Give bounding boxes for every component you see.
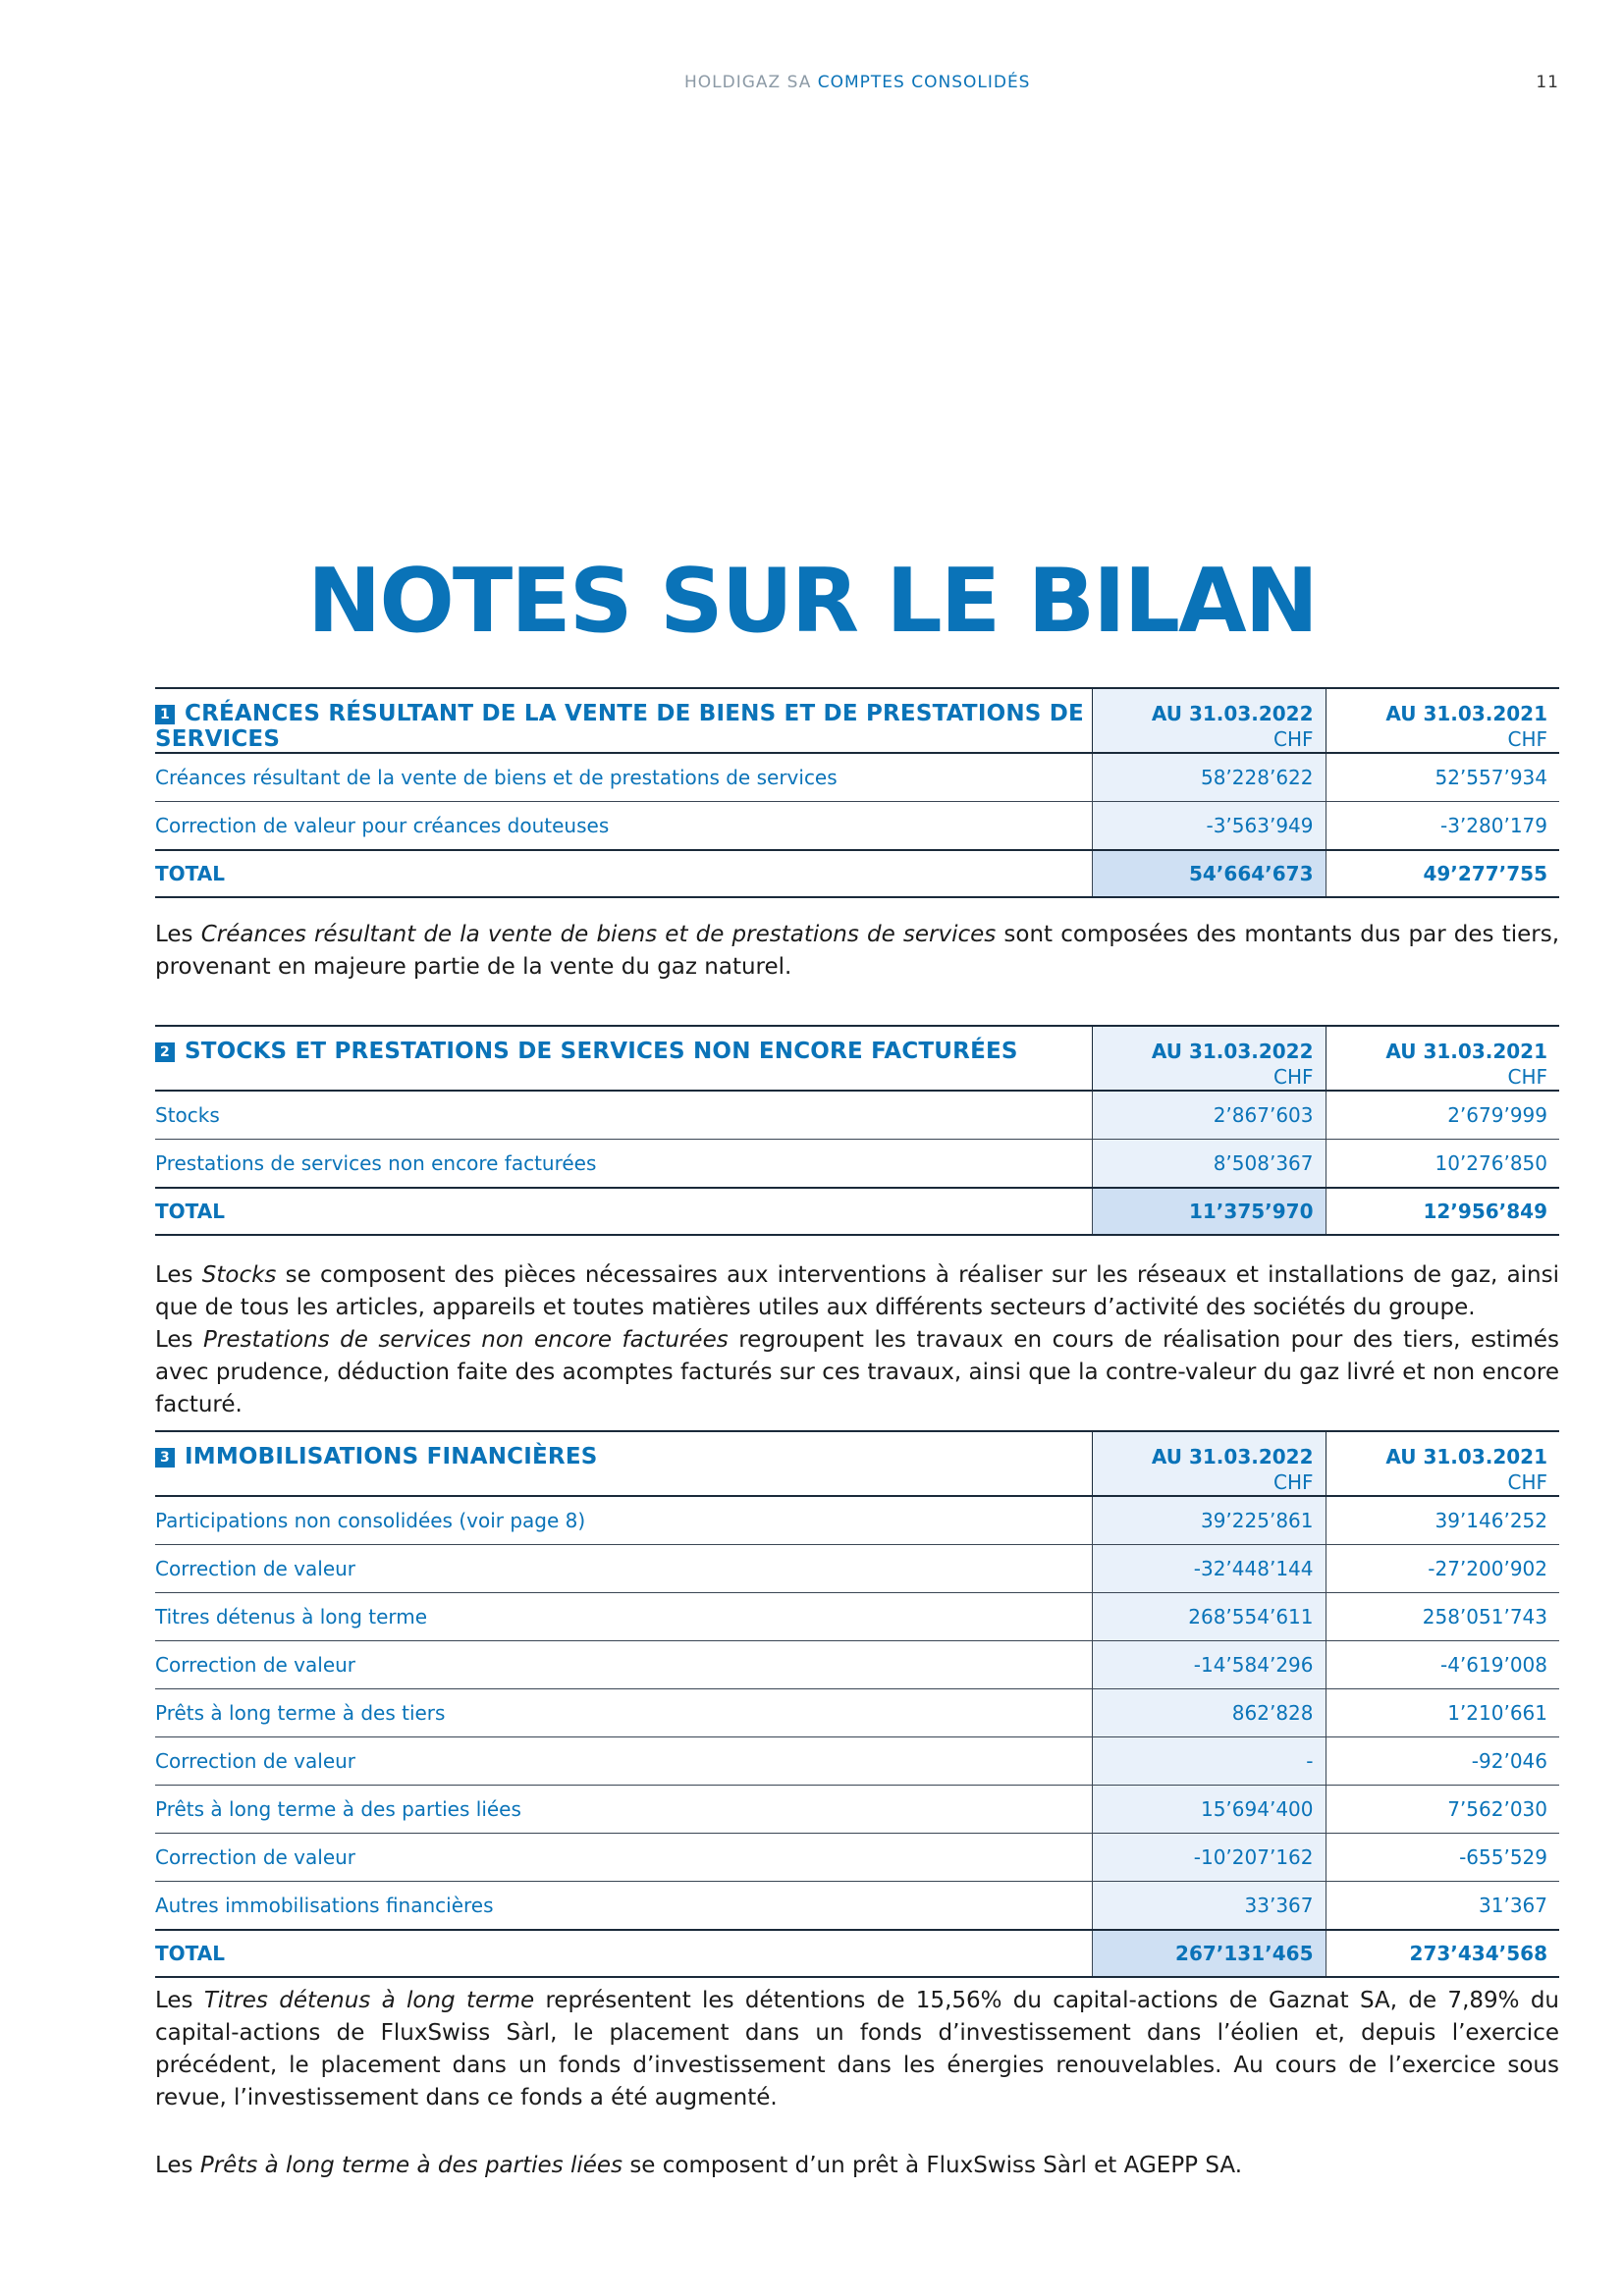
value-2021: 10’276’850 bbox=[1435, 1151, 1547, 1175]
currency-label: CHF bbox=[1507, 727, 1547, 751]
note1-description bbox=[155, 919, 1559, 984]
table-row bbox=[155, 1140, 1559, 1189]
note2-header-row bbox=[155, 1026, 1559, 1091]
note3-col-2022 bbox=[1092, 1431, 1326, 1496]
italic-term: Titres détenus à long terme bbox=[203, 1988, 535, 2013]
note2-heading bbox=[155, 1026, 1092, 1091]
page-header bbox=[0, 73, 1624, 96]
note2-col-2021 bbox=[1326, 1026, 1559, 1091]
table-row bbox=[155, 1496, 1559, 1545]
col-2021-label: AU 31.03.2021 bbox=[1385, 1040, 1547, 1063]
currency-label: CHF bbox=[1272, 1065, 1314, 1089]
value-2021: 1’210’661 bbox=[1447, 1701, 1547, 1725]
value-2021: 2’679’999 bbox=[1447, 1103, 1547, 1127]
value-2022: 2’867’603 bbox=[1092, 1091, 1326, 1140]
total-row bbox=[155, 1188, 1559, 1235]
note3-heading-text: IMMOBILISATIONS FINANCIÈRES bbox=[185, 1444, 598, 1469]
value-2021: 39’146’252 bbox=[1435, 1509, 1547, 1532]
value-2021: 258’051’743 bbox=[1422, 1605, 1547, 1629]
row-label: Correction de valeur bbox=[155, 1653, 356, 1677]
text: Les bbox=[155, 1327, 204, 1353]
text: Les bbox=[155, 1988, 204, 2013]
currency-label: CHF bbox=[1507, 1065, 1547, 1089]
row-label: Correction de valeur bbox=[155, 1557, 356, 1580]
value-2021: 31’367 bbox=[1479, 1894, 1547, 1917]
col-2021-label: AU 31.03.2021 bbox=[1385, 702, 1547, 725]
col-2022-label: AU 31.03.2022 bbox=[1151, 1040, 1314, 1063]
text: Les bbox=[155, 1262, 202, 1288]
value-2021: -92’046 bbox=[1471, 1749, 1547, 1773]
table-row bbox=[155, 1882, 1559, 1931]
text: Les bbox=[155, 922, 201, 947]
text: se composent des pièces nécessaires aux interventions à réaliser sur les réseaux et installations de gaz, ainsi que de tous les articles, appareils et toutes matières utiles aux différents secteurs d’activité des sociétés du groupe. bbox=[155, 1262, 1560, 1320]
total-2022: 54’664’673 bbox=[1092, 850, 1326, 897]
total-label: TOTAL bbox=[155, 1942, 225, 1965]
total-2021: 49’277’755 bbox=[1423, 862, 1547, 885]
row-label: Créances résultant de la vente de biens et de prestations de services bbox=[155, 766, 838, 789]
note3-description-1 bbox=[155, 1985, 1559, 2114]
page-title: NOTES SUR LE BILAN bbox=[307, 550, 1317, 653]
value-2022: -10’207’162 bbox=[1092, 1834, 1326, 1882]
value-2021: 7’562’030 bbox=[1447, 1797, 1547, 1821]
value-2022: 15’694’400 bbox=[1092, 1786, 1326, 1834]
table-row bbox=[155, 1786, 1559, 1834]
note3-number-badge: 3 bbox=[155, 1448, 175, 1468]
note1-heading-text: CRÉANCES RÉSULTANT DE LA VENTE DE BIENS ET DE PRESTATIONS DE SERVICES bbox=[155, 701, 1084, 752]
total-row bbox=[155, 1930, 1559, 1977]
note2-number-badge: 2 bbox=[155, 1042, 175, 1062]
note3-header-row bbox=[155, 1431, 1559, 1496]
table-row bbox=[155, 1091, 1559, 1140]
note3-heading bbox=[155, 1431, 1092, 1496]
company-name: HOLDIGAZ SA bbox=[684, 73, 812, 92]
italic-term: Stocks bbox=[201, 1262, 277, 1288]
row-label: Participations non consolidées (voir page 8) bbox=[155, 1509, 586, 1532]
row-label: Correction de valeur pour créances douteuses bbox=[155, 814, 610, 837]
note3-table bbox=[155, 1430, 1559, 1978]
text: regroupent les travaux en cours de réalisation pour des tiers, estimés avec prudence, déduction faite des acomptes facturés sur ces travaux, ainsi que la contre-valeur du gaz livré et non encore facturé. bbox=[155, 1327, 1559, 1417]
note1-header-row bbox=[155, 688, 1559, 753]
table-row bbox=[155, 802, 1559, 851]
value-2022: 268’554’611 bbox=[1092, 1593, 1326, 1641]
row-label: Titres détenus à long terme bbox=[155, 1605, 428, 1629]
italic-term: Créances résultant de la vente de biens et de prestations de services bbox=[200, 922, 997, 947]
table-row bbox=[155, 1737, 1559, 1786]
table-row bbox=[155, 753, 1559, 802]
note2-description bbox=[155, 1259, 1559, 1421]
total-row bbox=[155, 850, 1559, 897]
page-number: 11 bbox=[1536, 73, 1559, 92]
note1-table bbox=[155, 687, 1559, 898]
currency-label: CHF bbox=[1272, 1470, 1314, 1494]
table-row bbox=[155, 1834, 1559, 1882]
row-label: Correction de valeur bbox=[155, 1749, 356, 1773]
note1-col-2022 bbox=[1092, 688, 1326, 753]
note2-table bbox=[155, 1025, 1559, 1236]
total-label: TOTAL bbox=[155, 862, 225, 885]
table-row bbox=[155, 1689, 1559, 1737]
value-2021: -27’200’902 bbox=[1428, 1557, 1547, 1580]
table-row bbox=[155, 1641, 1559, 1689]
note2-heading-text: STOCKS ET PRESTATIONS DE SERVICES NON ENCORE FACTURÉES bbox=[185, 1039, 1018, 1064]
value-2022: 8’508’367 bbox=[1092, 1140, 1326, 1189]
value-2022: 58’228’622 bbox=[1092, 753, 1326, 802]
note1-col-2021 bbox=[1326, 688, 1559, 753]
table-row bbox=[155, 1545, 1559, 1593]
col-2021-label: AU 31.03.2021 bbox=[1385, 1445, 1547, 1468]
col-2022-label: AU 31.03.2022 bbox=[1151, 702, 1314, 725]
section-name: COMPTES CONSOLIDÉS bbox=[817, 73, 1031, 92]
value-2022: 33’367 bbox=[1092, 1882, 1326, 1931]
value-2021: -3’280’179 bbox=[1439, 814, 1547, 837]
total-2022: 11’375’970 bbox=[1092, 1188, 1326, 1235]
italic-term: Prêts à long terme à des parties liées bbox=[199, 2153, 623, 2178]
value-2022: 39’225’861 bbox=[1092, 1496, 1326, 1545]
value-2021: -4’619’008 bbox=[1439, 1653, 1547, 1677]
total-2021: 12’956’849 bbox=[1423, 1200, 1547, 1223]
total-label: TOTAL bbox=[155, 1200, 225, 1223]
row-label: Stocks bbox=[155, 1103, 220, 1127]
currency-label: CHF bbox=[1272, 727, 1314, 751]
header-company bbox=[684, 73, 1030, 92]
note3-col-2021 bbox=[1326, 1431, 1559, 1496]
note1-number-badge: 1 bbox=[155, 705, 175, 724]
col-2022-label: AU 31.03.2022 bbox=[1151, 1445, 1314, 1468]
value-2021: 52’557’934 bbox=[1435, 766, 1547, 789]
text: se composent d’un prêt à FluxSwiss Sàrl et AGEPP SA. bbox=[623, 2153, 1243, 2178]
table-row bbox=[155, 1593, 1559, 1641]
italic-term: Prestations de services non encore facturées bbox=[203, 1327, 729, 1353]
note3-description-2 bbox=[155, 2150, 1559, 2182]
value-2022: - bbox=[1092, 1737, 1326, 1786]
total-2021: 273’434’568 bbox=[1409, 1942, 1547, 1965]
row-label: Prestations de services non encore facturées bbox=[155, 1151, 597, 1175]
row-label: Prêts à long terme à des parties liées bbox=[155, 1797, 521, 1821]
note2-col-2022 bbox=[1092, 1026, 1326, 1091]
currency-label: CHF bbox=[1507, 1470, 1547, 1494]
value-2022: 862’828 bbox=[1092, 1689, 1326, 1737]
row-label: Autres immobilisations financières bbox=[155, 1894, 494, 1917]
value-2022: -14’584’296 bbox=[1092, 1641, 1326, 1689]
value-2022: -3’563’949 bbox=[1092, 802, 1326, 851]
text: sont composées des montants dus par des tiers, provenant en majeure partie de la vente du gaz naturel. bbox=[155, 922, 1560, 980]
total-2022: 267’131’465 bbox=[1092, 1930, 1326, 1977]
row-label: Correction de valeur bbox=[155, 1845, 356, 1869]
value-2021: -655’529 bbox=[1459, 1845, 1547, 1869]
text: représentent les détentions de 15,56% du capital-actions de Gaznat SA, de 7,89% du capital-actions de FluxSwiss Sàrl, le placement dans un fonds d’investissement dans l’éolien et, depuis l’exercice précédent, le placement dans un fonds d’investissement dans les énergies renouvelables. Au cours de l’exercice sous revue, l’investissement dans ce fonds a été augmenté. bbox=[155, 1988, 1559, 2110]
row-label: Prêts à long terme à des tiers bbox=[155, 1701, 446, 1725]
note1-heading bbox=[155, 688, 1092, 753]
value-2022: -32’448’144 bbox=[1092, 1545, 1326, 1593]
text: Les bbox=[155, 2153, 200, 2178]
